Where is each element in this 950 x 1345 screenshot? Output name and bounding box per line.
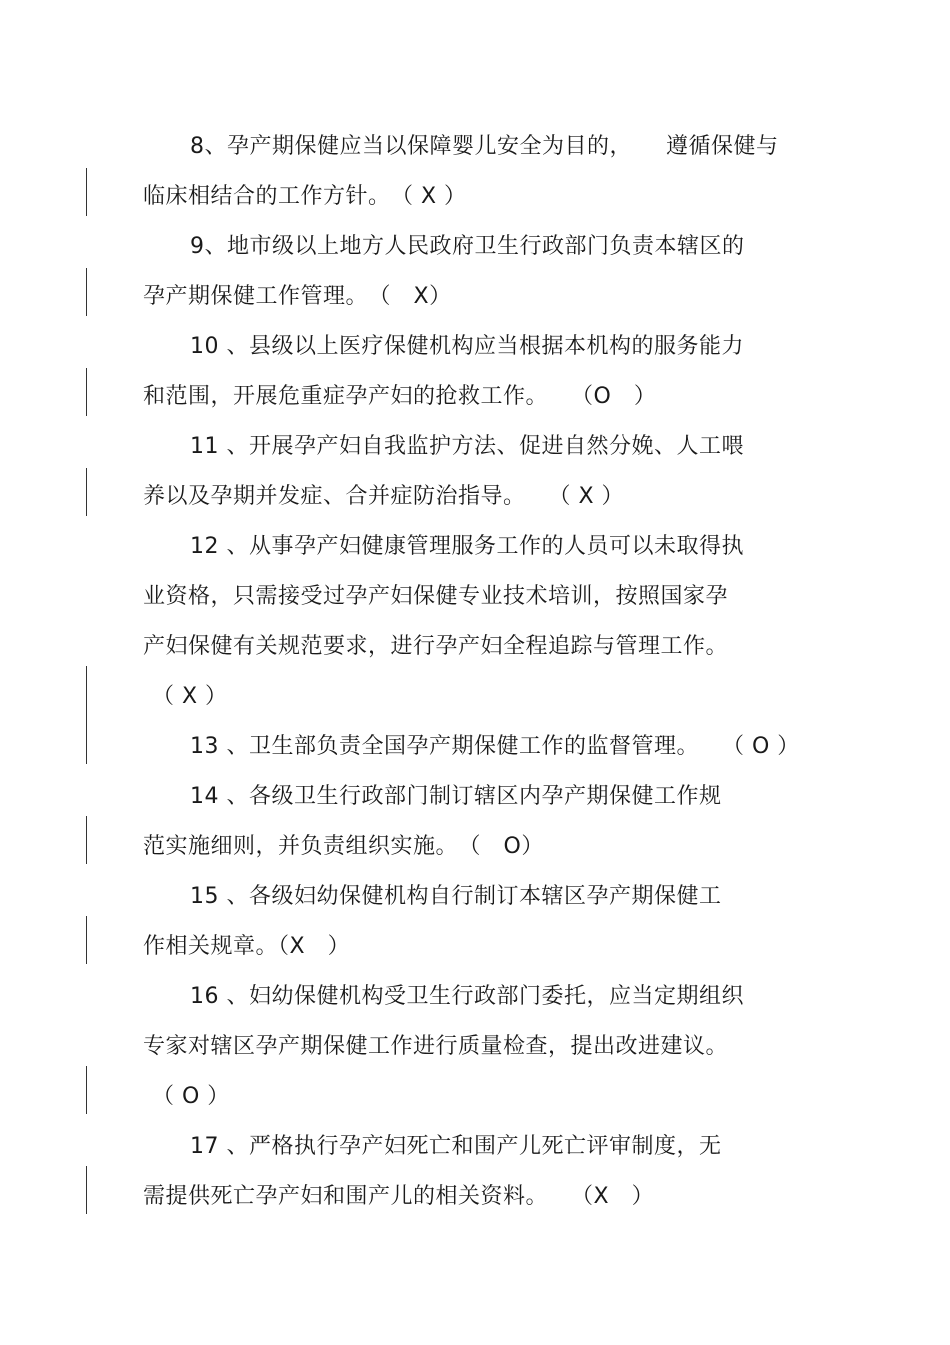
question-12-answer: （ X ） (152, 684, 228, 709)
question-9-line-1: 9、地市级以上地方人民政府卫生行政部门负责本辖区的 (190, 234, 745, 259)
margin-bar (86, 268, 87, 316)
question-14-line-1: 14 、各级卫生行政部门制订辖区内孕产期保健工作规 (190, 784, 722, 809)
question-11-line-2: 养以及孕期并发症、合并症防治指导。 （ X ） (143, 484, 625, 509)
question-16-line-2: 专家对辖区孕产期保健工作进行质量检查，提出改进建议。 (143, 1034, 729, 1059)
question-14-line-2: 范实施细则，并负责组织实施。 （ O） (143, 834, 544, 859)
question-16-answer: （ O ） (152, 1084, 230, 1109)
question-12-line-1: 12 、从事孕产妇健康管理服务工作的人员可以未取得执 (190, 534, 744, 559)
question-11-line-1: 11 、开展孕产妇自我监护方法、促进自然分娩、人工喂 (190, 434, 744, 459)
question-12-line-2: 业资格，只需接受过孕产妇保健专业技术培训，按照国家孕 (143, 584, 729, 609)
margin-bar (86, 168, 87, 216)
question-9-line-2: 孕产期保健工作管理。 （ X） (143, 284, 452, 309)
margin-bar (86, 468, 87, 516)
question-16-line-1: 16 、妇幼保健机构受卫生行政部门委托，应当定期组织 (190, 984, 744, 1009)
margin-bar (86, 368, 87, 416)
margin-bar (86, 1066, 87, 1114)
question-8-line-2: 临床相结合的工作方针。 （ X ） (143, 184, 467, 209)
question-17-line-1: 17 、严格执行孕产妇死亡和围产儿死亡评审制度，无 (190, 1134, 722, 1159)
question-8-line-1: 8、孕产期保健应当以保障婴儿安全为目的， 遵循保健与 (190, 134, 779, 159)
question-15-line-1: 15 、各级妇幼保健机构自行制订本辖区孕产期保健工 (190, 884, 722, 909)
question-10-line-1: 10 、县级以上医疗保健机构应当根据本机构的服务能力 (190, 334, 744, 359)
margin-bar (86, 916, 87, 964)
margin-bar (86, 816, 87, 864)
margin-bar (86, 1166, 87, 1214)
question-10-line-2: 和范围，开展危重症孕产妇的抢救工作。 （O ） (143, 384, 657, 409)
question-12-line-3: 产妇保健有关规范要求，进行孕产妇全程追踪与管理工作。 (143, 634, 729, 659)
question-17-line-2: 需提供死亡孕产妇和围产儿的相关资料。 （X ） (143, 1184, 655, 1209)
question-15-line-2: 作相关规章。（X ） (143, 934, 351, 959)
question-13-line-1: 13 、卫生部负责全国孕产期保健工作的监督管理。 （ O ） (190, 734, 800, 759)
margin-bar (86, 666, 87, 764)
